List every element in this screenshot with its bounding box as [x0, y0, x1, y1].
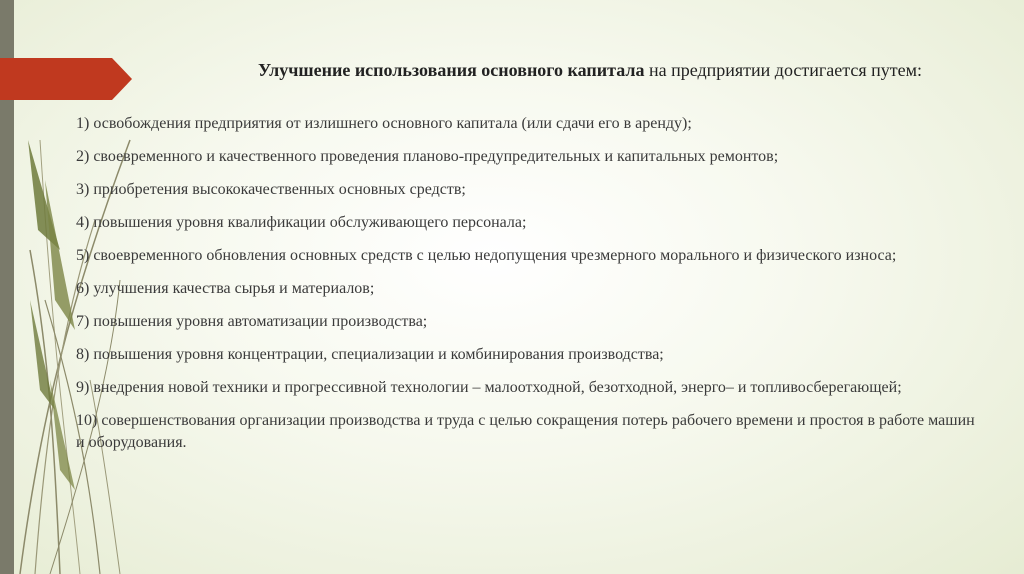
list-item: 5) своевременного обновления основных средств с целью недопущения чрезмерного морального и физического износа;: [76, 247, 897, 264]
list-item: 7) повышения уровня автоматизации производства;: [76, 313, 428, 330]
measures-list: [76, 113, 976, 465]
list-item: 9) внедрения новой техники и прогрессивной технологии – малоотходной, безотходной, энерго– и топливосберегающей;: [76, 379, 902, 396]
slide-title: [170, 58, 1010, 82]
list-item: 6) улучшения качества сырья и материалов;: [76, 280, 375, 297]
title-bold-part: Улучшение использования основного капитала: [257, 60, 645, 80]
title-rest-part: на предприятии достигается путем:: [644, 60, 923, 80]
red-arrow-banner: [0, 58, 132, 100]
list-item: 2) своевременного и качественного проведения планово-предупредительных и капитальных ремонтов;: [76, 148, 779, 165]
list-item: 8) повышения уровня концентрации, специализации и комбинирования производства;: [76, 346, 664, 363]
list-item: 1) освобождения предприятия от излишнего основного капитала (или сдачи его в аренду);: [76, 115, 692, 132]
list-item: 3) приобретения высококачественных основных средств;: [76, 181, 466, 198]
list-item: 10) совершенствования организации производства и труда с целью сокращения потерь рабочего времени и простоя в работе машин и оборудования.: [76, 412, 975, 451]
list-item: 4) повышения уровня квалификации обслуживающего персонала;: [76, 214, 527, 231]
